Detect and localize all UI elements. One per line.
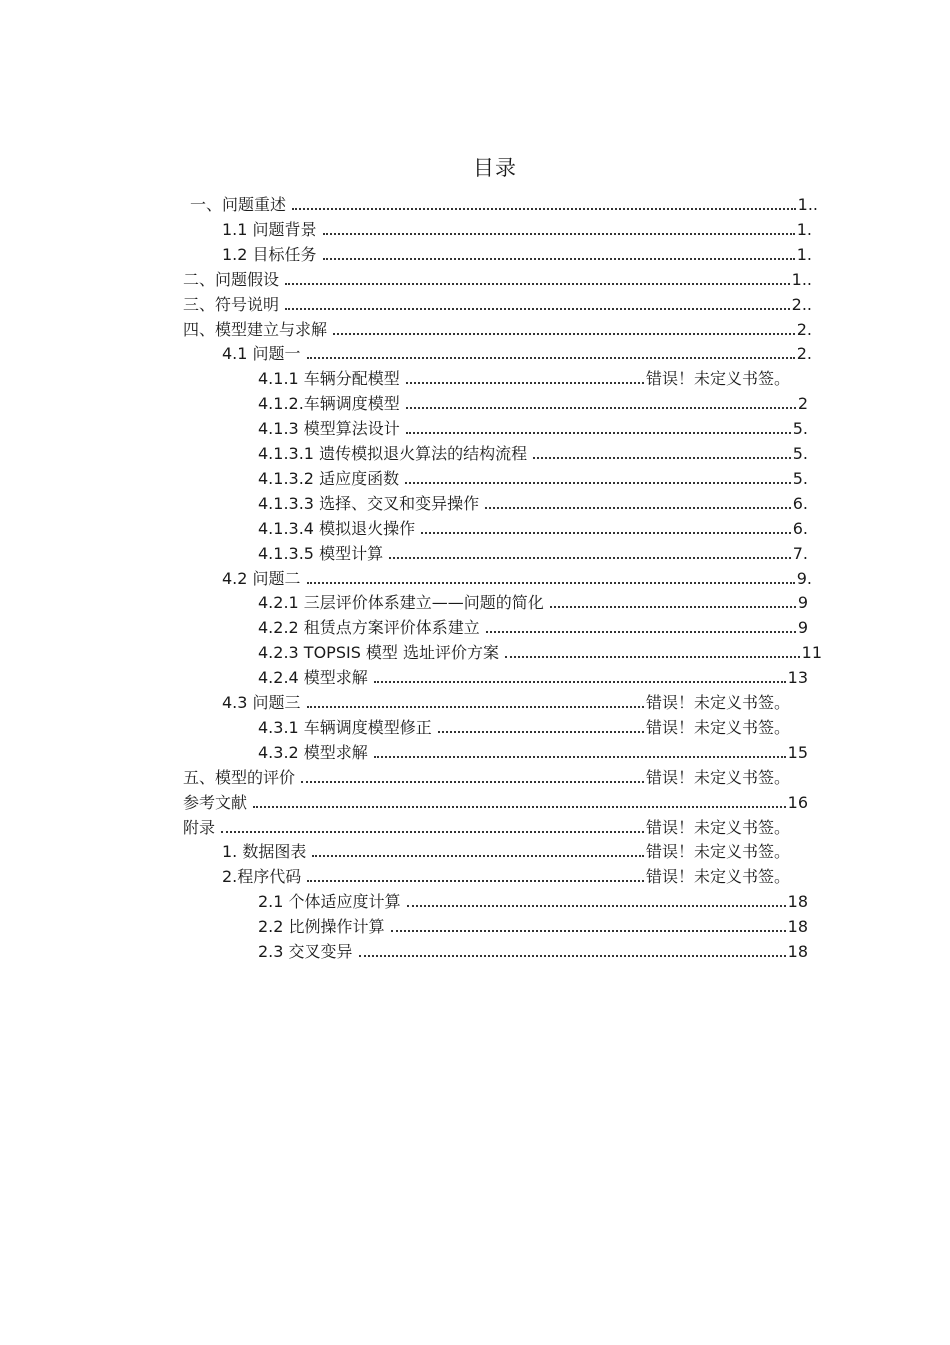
toc-entry[interactable]	[183, 291, 812, 315]
toc-dot-leader	[307, 880, 644, 882]
toc-dot-leader	[312, 855, 644, 857]
toc-entry-page: 6.	[792, 518, 808, 538]
toc-entry-label: 4.1.3.3 选择、交叉和变异操作	[258, 493, 480, 513]
toc-entry-page: 9.	[796, 568, 812, 588]
toc-entry-page: 2..	[791, 294, 812, 314]
toc-entry-label: 1. 数据图表	[222, 842, 307, 862]
toc-entry-label: 4.2.1 三层评价体系建立——问题的简化	[258, 593, 544, 613]
toc-entry-label: 4.1.3.1 遗传模拟退火算法的结构流程	[258, 444, 528, 463]
toc-dot-leader	[438, 731, 644, 733]
toc-entry[interactable]	[183, 266, 812, 290]
toc-entry-page: 5.	[792, 444, 808, 463]
toc-entry-page: 错误！未定义书签。	[645, 369, 790, 389]
toc-entry-label: 4.2.3 TOPSIS 模型 选址评价方案	[258, 643, 500, 663]
toc-entry[interactable]	[258, 515, 808, 539]
toc-entry-label: 4.1 问题一	[222, 344, 301, 364]
toc-dot-leader	[307, 582, 795, 584]
toc-entry-label: 一、问题重述	[190, 195, 287, 214]
toc-entry-label: 4.1.3.2 适应度函数	[258, 468, 400, 488]
toc-entry-page: 5.	[792, 468, 808, 488]
toc-entry-label: 参考文献	[183, 792, 248, 812]
toc-dot-leader	[389, 557, 791, 559]
toc-dot-leader	[374, 756, 786, 758]
toc-entry[interactable]	[258, 589, 808, 613]
toc-dot-leader	[406, 407, 796, 409]
toc-entry-page: 错误！未定义书签。	[645, 693, 790, 712]
toc-dot-leader	[485, 507, 791, 509]
toc-dot-leader	[533, 457, 791, 459]
toc-entry-label: 4.2.2 租赁点方案评价体系建立	[258, 618, 480, 638]
toc-entry[interactable]	[222, 241, 812, 265]
toc-entry[interactable]	[258, 913, 808, 937]
toc-entry[interactable]	[258, 415, 808, 439]
toc-dot-leader	[323, 233, 795, 235]
toc-entry-page: 1.	[796, 219, 812, 239]
toc-entry-page: 错误！未定义书签。	[645, 842, 790, 862]
toc-entry[interactable]	[258, 390, 808, 414]
toc-entry[interactable]	[222, 340, 812, 364]
toc-dot-leader	[406, 382, 644, 384]
toc-entry-page: 错误！未定义书签。	[645, 867, 790, 887]
toc-entry-label: 二、问题假设	[183, 269, 280, 289]
toc-dot-leader	[323, 258, 795, 260]
toc-entry-page: 2	[797, 394, 808, 414]
toc-entry-label: 1.2 目标任务	[222, 244, 317, 264]
toc-entry-label: 2.2 比例操作计算	[258, 917, 385, 937]
toc-entry[interactable]	[258, 614, 808, 638]
toc-dot-leader	[292, 208, 796, 210]
toc-dot-leader	[359, 955, 786, 957]
toc-entry[interactable]	[190, 191, 818, 215]
toc-entry-label: 4.3.2 模型求解	[258, 742, 368, 762]
toc-dot-leader	[285, 283, 790, 285]
toc-dot-leader	[307, 706, 644, 708]
toc-entry[interactable]	[183, 764, 790, 788]
toc-entry-label: 2.3 交叉变异	[258, 942, 353, 961]
toc-dot-leader	[407, 905, 786, 907]
toc-entry[interactable]	[222, 863, 790, 887]
toc-entry-page: 15	[787, 742, 808, 762]
toc-entry[interactable]	[183, 814, 790, 838]
toc-entry-label: 4.3 问题三	[222, 693, 301, 712]
toc-entry-label: 附录	[183, 817, 216, 837]
toc-entry-label: 4.3.1 车辆调度模型修正	[258, 717, 432, 737]
toc-entry-page: 9	[797, 593, 808, 613]
toc-entry-label: 2.1 个体适应度计算	[258, 892, 401, 912]
toc-entry-page: 16	[787, 792, 808, 812]
toc-entry[interactable]	[258, 888, 808, 912]
toc-entry-page: 18	[787, 917, 808, 937]
toc-entry[interactable]	[258, 664, 808, 688]
toc-entry[interactable]	[258, 440, 808, 464]
toc-entry-page: 9	[797, 618, 808, 638]
toc-entry-label: 4.1.3 模型算法设计	[258, 419, 400, 439]
toc-entry-page: 错误！未定义书签。	[645, 717, 790, 737]
toc-dot-leader	[301, 781, 644, 783]
toc-dot-leader	[333, 333, 795, 335]
toc-entry-label: 4.1.3.5 模型计算	[258, 543, 384, 563]
toc-entry[interactable]	[183, 316, 812, 340]
toc-entry[interactable]	[183, 789, 808, 813]
toc-entry[interactable]	[258, 365, 790, 389]
toc-entry[interactable]	[222, 216, 812, 240]
toc-dot-leader	[221, 831, 644, 833]
toc-entry-label: 4.1.2.车辆调度模型	[258, 394, 400, 414]
toc-dot-leader	[253, 806, 786, 808]
toc-entry-page: 错误！未定义书签。	[645, 767, 790, 787]
toc-entry-page: 1..	[797, 195, 818, 214]
toc-dot-leader	[405, 482, 791, 484]
toc-entry-page: 错误！未定义书签。	[645, 817, 790, 837]
toc-entry-page: 11	[801, 643, 822, 663]
toc-dot-leader	[505, 656, 800, 658]
toc-entry[interactable]	[258, 490, 808, 514]
toc-dot-leader	[391, 930, 786, 932]
toc-entry-page: 18	[787, 942, 808, 961]
toc-entry[interactable]	[222, 565, 812, 589]
toc-entry-label: 4.2 问题二	[222, 568, 301, 588]
toc-entry[interactable]	[222, 838, 790, 862]
toc-entry-page: 6.	[792, 493, 808, 513]
toc-dot-leader	[550, 606, 796, 608]
toc-entry-page: 1.	[796, 244, 812, 264]
toc-entry-page: 18	[787, 892, 808, 912]
toc-dot-leader	[406, 432, 791, 434]
toc-entry-label: 2.程序代码	[222, 867, 302, 887]
toc-entry-label: 四、模型建立与求解	[183, 319, 328, 339]
toc-entry-page: 2.	[796, 344, 812, 364]
toc-entry-page: 13	[787, 668, 808, 688]
toc-dot-leader	[374, 681, 786, 683]
toc-dot-leader	[421, 532, 791, 534]
toc-entry-page: 1..	[791, 269, 812, 289]
toc-entry-page: 2.	[796, 319, 812, 339]
toc-entry-label: 4.1.3.4 模拟退火操作	[258, 518, 416, 538]
toc-entry-page: 5.	[792, 419, 808, 439]
toc-entry[interactable]	[222, 689, 790, 713]
toc-entry-label: 4.2.4 模型求解	[258, 668, 368, 688]
page-title: 目录	[473, 156, 517, 180]
toc-entry[interactable]	[258, 540, 808, 564]
toc-entry[interactable]	[258, 739, 808, 763]
toc-entry[interactable]	[258, 714, 790, 738]
toc-dot-leader	[285, 308, 790, 310]
toc-entry-label: 4.1.1 车辆分配模型	[258, 369, 400, 389]
toc-entry[interactable]	[258, 639, 822, 663]
toc-entry-page: 7.	[792, 543, 808, 563]
toc-dot-leader	[307, 357, 795, 359]
toc-entry-label: 1.1 问题背景	[222, 219, 317, 239]
toc-entry-label: 五、模型的评价	[183, 767, 296, 787]
toc-entry[interactable]	[258, 938, 808, 962]
toc-dot-leader	[486, 631, 796, 633]
toc-entry-label: 三、符号说明	[183, 294, 280, 314]
toc-entry[interactable]	[258, 465, 808, 489]
